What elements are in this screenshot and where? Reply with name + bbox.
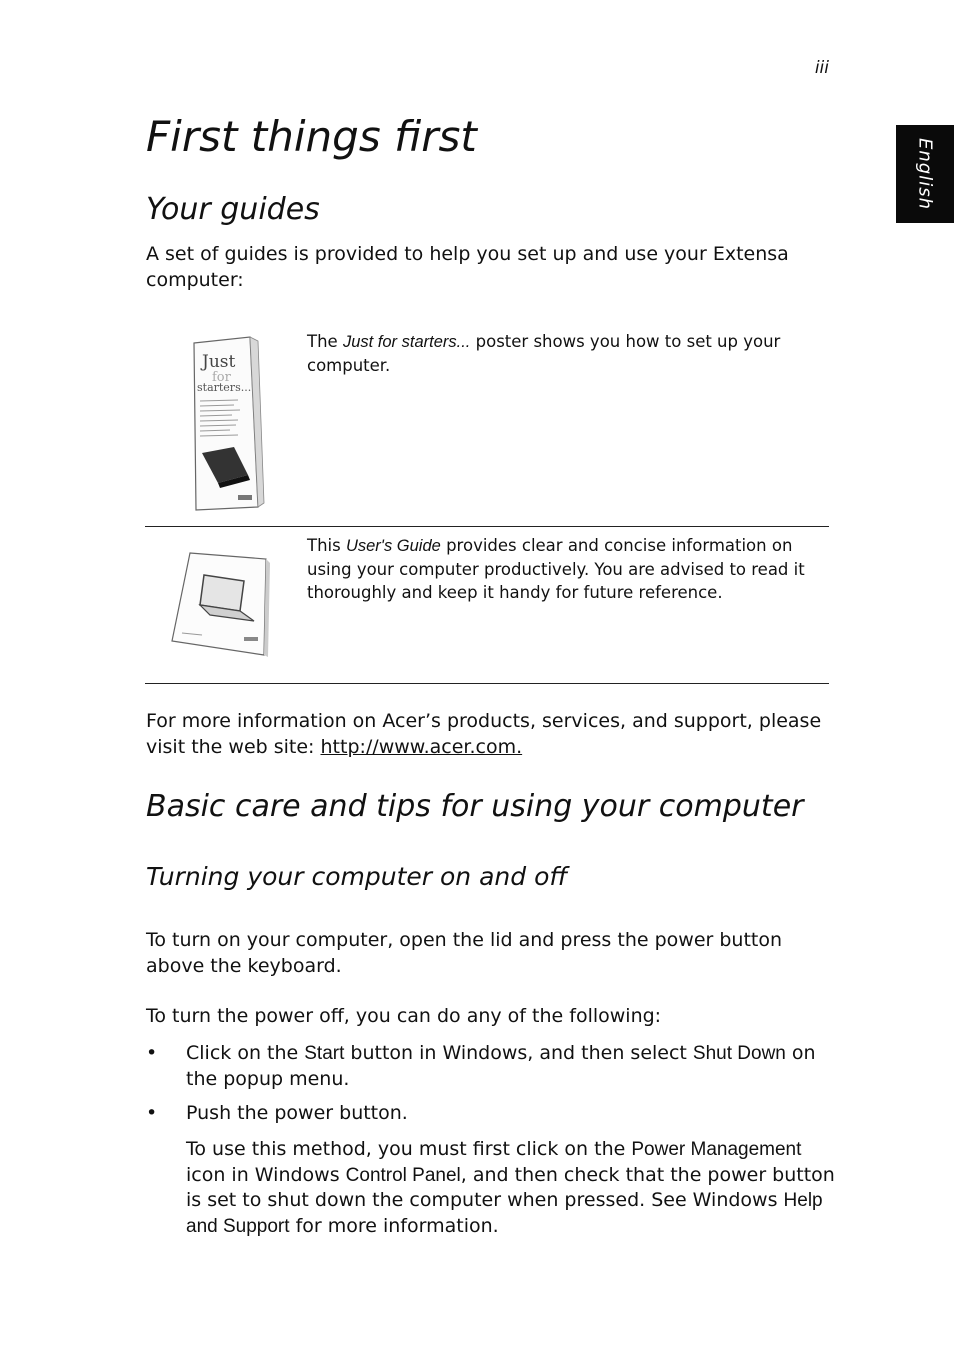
language-tab bbox=[896, 125, 954, 223]
poster-logo bbox=[238, 495, 252, 500]
bullet-item-1 bbox=[186, 1041, 836, 1092]
bullet1-text-1: Click on the bbox=[186, 1042, 305, 1064]
guide1-description bbox=[307, 330, 832, 377]
guide1-prefix: The bbox=[307, 332, 343, 351]
more-info-text: For more information on Acer’s products, services, and support, please visit the web site: bbox=[146, 710, 822, 758]
guide2-description bbox=[307, 534, 832, 604]
basic-care-heading: Basic care and tips for using your computer bbox=[146, 789, 804, 824]
page-number: iii bbox=[814, 58, 829, 78]
users-guide-image bbox=[168, 545, 278, 661]
page-title: First things first bbox=[146, 112, 477, 161]
users-guide-logo bbox=[244, 637, 258, 641]
start-ui-term: Start bbox=[304, 1043, 345, 1064]
power-button-detail bbox=[186, 1137, 836, 1239]
divider-1 bbox=[145, 526, 829, 527]
turn-on-paragraph: To turn on your computer, open the lid and press the power button above the keyboard. bbox=[146, 929, 783, 977]
bullet-item-2: Push the power button. bbox=[186, 1102, 408, 1124]
acer-website-link[interactable]: http://www.acer.com. bbox=[320, 735, 523, 758]
language-tab-label: English bbox=[914, 138, 936, 210]
detail-text-4: for more information. bbox=[289, 1214, 499, 1237]
turn-off-intro: To turn the power off, you can do any of the following: bbox=[146, 1005, 662, 1027]
your-guides-heading: Your guides bbox=[146, 192, 320, 227]
guides-intro: A set of guides is provided to help you set up and use your Extensa computer: bbox=[146, 243, 789, 291]
power-management-ui-term: Power Management bbox=[631, 1139, 802, 1160]
bullet1-text-2: button in Windows, and then select bbox=[344, 1042, 693, 1064]
poster-title-word-1: Just bbox=[202, 352, 236, 372]
bullet1-text-3: on the popup menu. bbox=[186, 1042, 816, 1090]
detail-text-2: icon in Windows bbox=[186, 1163, 346, 1186]
help-and-support-ui-term: Help and Support bbox=[186, 1190, 823, 1237]
guide1-suffix: poster shows you how to set up your computer. bbox=[307, 332, 781, 375]
guide2-suffix: provides clear and concise information on using your computer productively. You are advised to read it thoroughly and keep it handy for future reference. bbox=[307, 536, 805, 602]
divider-2 bbox=[145, 683, 829, 684]
guide2-prefix: This bbox=[307, 536, 346, 555]
shut-down-ui-term: Shut Down bbox=[692, 1043, 786, 1064]
turning-on-off-heading: Turning your computer on and off bbox=[146, 862, 568, 891]
poster-title-word-2: for bbox=[212, 370, 231, 385]
guide2-name: User's Guide bbox=[345, 537, 441, 555]
bullet-marker-2: • bbox=[146, 1102, 158, 1124]
starters-poster-image bbox=[188, 335, 268, 513]
control-panel-ui-term: Control Panel bbox=[345, 1164, 461, 1186]
poster-title-word-3: starters... bbox=[197, 381, 252, 394]
more-info-paragraph bbox=[146, 709, 836, 760]
guide1-name: Just for starters... bbox=[342, 333, 471, 351]
detail-text-3: , and then check that the power button is set to shut down the computer when pressed. See Windows bbox=[186, 1163, 835, 1211]
detail-text-1: To use this method, you must first click on the bbox=[186, 1138, 632, 1160]
bullet-marker-1: • bbox=[146, 1042, 158, 1064]
